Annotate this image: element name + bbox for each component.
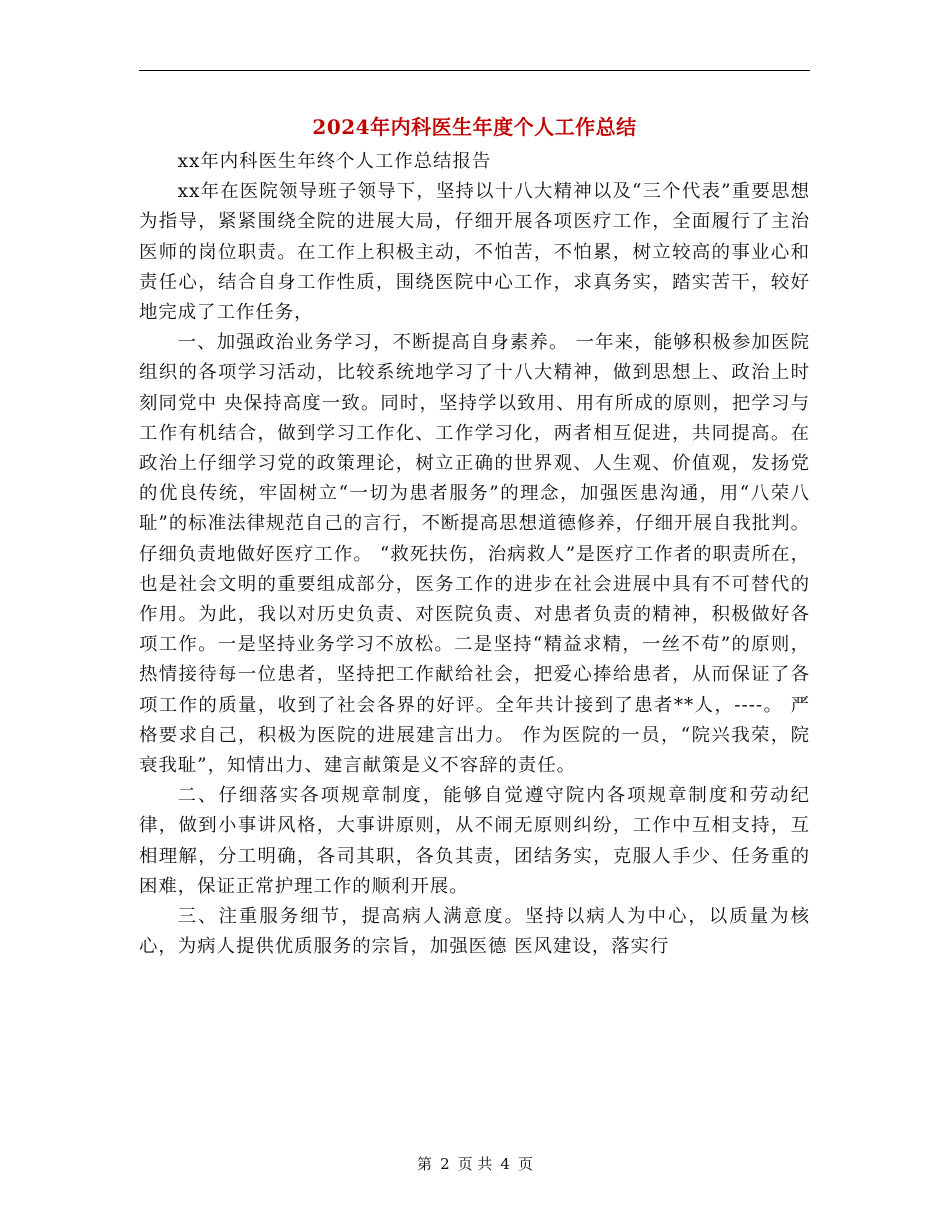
paragraph-subtitle: xx年内科医生年终个人工作总结报告 bbox=[177, 151, 492, 172]
header-rule bbox=[139, 70, 810, 71]
paragraph-section-one: 一、加强政治业务学习，不断提高自身素养。 一年来，能够积极参加医院组织的各项学习活动，比较系统地学习了十八大精神，做到思想上、政治上时刻同党中 央保持高度一致。同时，坚持学以致用、用有所成的原则，把学习与工作有机结合，做到学习工作化、工作学习化，两者相互促进，共同提高。在政治上仔细学习党的政策理论，树立正确的世界观、人生观、价值观，发扬党的优良传统，牢固树立“一切为患者服务”的理念，加强医患沟通，用“八荣八耻”的标准法律规范自己的言行，不断提高思想道德修养，仔细开展自我批判。仔细负责地做好医疗工作。 “救死扶伤，治病救人”是医疗工作者的职责所在，也是社会文明的重要组成部分，医务工作的进步在社会进展中具有不可替代的作用。为此，我以对历史负责、对医院负责、对患者负责的精神，积极做好各项工作。一是坚持业务学习不放松。二是坚持“精益求精，一丝不苟”的原则，热情接待每一位患者，坚持把工作献给社会，把爱心捧给患者，从而保证了各项工作的质量，收到了社会各界的好评。全年共计接到了患者**人，----。 严格要求自己，积极为医院的进展建言出力。 作为医院的一员，“院兴我荣，院衰我耻”，知情出力、建言献策是义不容辞的责任。 bbox=[139, 332, 810, 777]
page-label-mid: 页 共 bbox=[457, 1155, 493, 1173]
page-footer bbox=[0, 1154, 950, 1174]
page-label-suffix: 页 bbox=[517, 1155, 533, 1173]
document-title: 2024年内科医生年度个人工作总结 bbox=[312, 115, 637, 139]
current-page-number: 2 bbox=[440, 1155, 450, 1173]
paragraph-section-three: 三、注重服务细节，提高病人满意度。坚持以病人为中心，以质量为核心，为病人提供优质服务的宗旨，加强医德 医风建设，落实行 bbox=[139, 906, 810, 958]
paragraph-section-two: 二、仔细落实各项规章制度，能够自觉遵守院内各项规章制度和劳动纪律，做到小事讲风格，大事讲原则，从不闹无原则纠纷，工作中互相支持，互相理解，分工明确，各司其职，各负其责，团结务实，克服人手少、任务重的困难，保证正常护理工作的顺利开展。 bbox=[139, 785, 810, 897]
total-pages-number: 4 bbox=[500, 1155, 510, 1173]
page-label-prefix: 第 bbox=[417, 1155, 433, 1173]
document-body bbox=[139, 147, 810, 962]
paragraph-intro: xx年在医院领导班子领导下，坚持以十八大精神以及“三个代表”重要思想为指导，紧紧围绕全院的进展大局，仔细开展各项医疗工作，全面履行了主治医师的岗位职责。在工作上积极主动，不怕苦，不怕累，树立较高的事业心和责任心，结合自身工作性质，围绕医院中心工作，求真务实，踏实苦干，较好地完成了工作任务， bbox=[139, 181, 810, 324]
